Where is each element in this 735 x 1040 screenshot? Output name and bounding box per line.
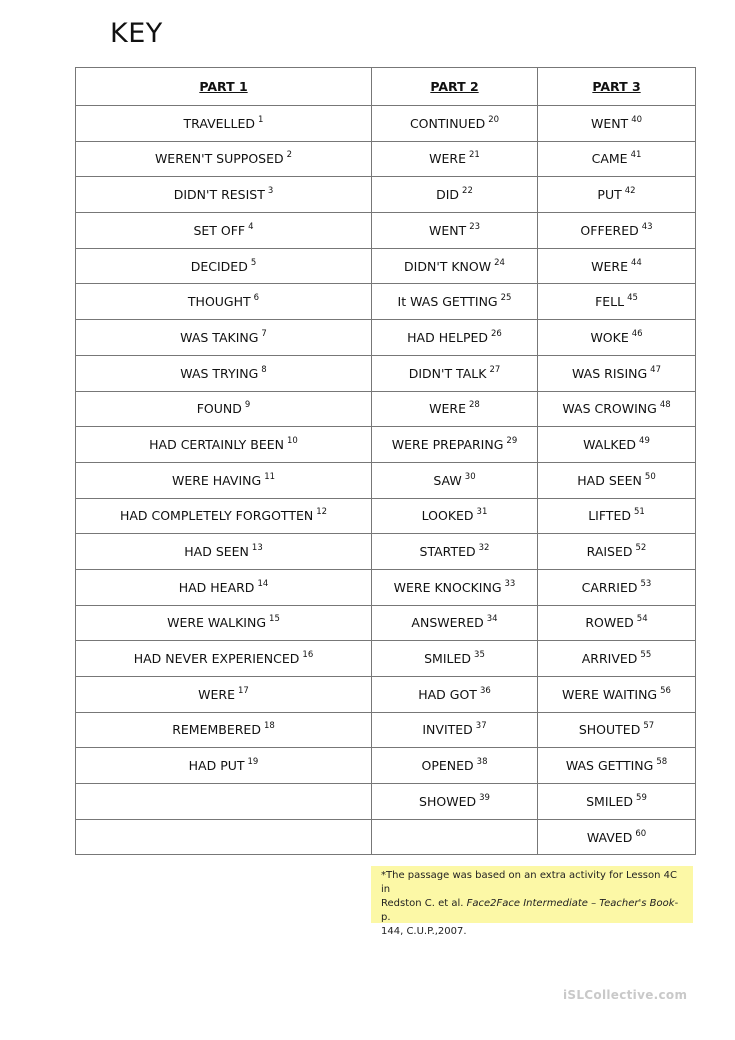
answer-cell-part-1 [76,677,372,713]
answer-word: ARRIVED [581,651,638,667]
answer-word: DIDN'T KNOW [404,258,492,274]
answer-cell-part-3 [538,784,696,820]
answer-word: PUT [597,187,622,203]
answer-word: WERE HAVING [171,472,262,488]
answer-cell-part-1 [76,498,372,534]
header-part-3: PART 3 [538,68,696,106]
note-book-title: Face2Face Intermediate – Teacher's Book [466,898,675,909]
answer-number: 15 [269,614,280,625]
answer-cell-part-3 [538,641,696,677]
answer-cell-part-2 [372,748,538,784]
answer-word: DECIDED [190,258,248,274]
table-row [76,284,696,320]
answer-cell-part-3 [538,819,696,855]
answer-cell-part-1 [76,462,372,498]
answer-cell-part-2 [372,427,538,463]
answer-cell-part-1 [76,712,372,748]
answer-word: THOUGHT [187,294,251,310]
answer-number: 23 [469,221,481,232]
table-row [76,462,696,498]
answer-word: LOOKED [421,508,474,524]
answer-cell-part-1 [76,355,372,391]
answer-cell-part-3 [538,320,696,356]
table-header-row [76,68,696,106]
answer-number: 7 [261,328,267,339]
note-line-1: *The passage was based on an extra activity for Lesson 4C in [381,870,677,895]
answer-number: 19 [247,757,259,768]
answer-cell-part-2 [372,320,538,356]
answer-number: 44 [631,257,642,268]
answer-number: 4 [248,221,254,232]
answer-number: 5 [250,257,257,268]
answer-number: 30 [464,471,476,482]
answer-cell-part-2 [372,355,538,391]
answer-word: WAS TRYING [180,365,259,381]
answer-word: HAD COMPLETELY FORGOTTEN [119,508,314,524]
table-row [76,534,696,570]
answer-number: 54 [636,614,648,625]
table-row [76,712,696,748]
answer-word: RAISED [586,544,633,560]
answer-cell-part-2 [372,569,538,605]
answer-number: 20 [488,114,500,125]
answer-word: TRAVELLED [183,115,256,131]
table-row [76,427,696,463]
answer-cell-part-1 [76,569,372,605]
answer-number: 33 [504,578,516,589]
source-note [371,866,693,937]
answer-word: WERE WALKING [167,615,267,631]
answer-cell-part-1 [76,106,372,142]
answer-word: HAD HEARD [178,579,255,595]
answer-cell-part-1 [76,819,372,855]
answer-number: 26 [491,328,502,339]
answer-number: 34 [486,614,498,625]
table-row [76,177,696,213]
table-row [76,605,696,641]
answer-word: OFFERED [580,222,639,238]
answer-number: 45 [627,293,638,304]
answer-cell-part-2 [372,462,538,498]
answer-number: 11 [264,471,276,482]
answer-cell-part-2 [372,177,538,213]
answer-cell-part-1 [76,320,372,356]
answer-cell-part-3 [538,498,696,534]
answer-word: SHOWED [419,793,477,809]
answer-word: LIFTED [588,508,631,524]
answer-cell-part-2 [372,677,538,713]
answer-word: CAME [591,151,628,167]
answer-cell-part-2 [372,391,538,427]
answer-number: 14 [257,578,269,589]
answer-word: HAD SEEN [577,472,642,488]
answer-cell-part-1 [76,427,372,463]
answer-cell-part-3 [538,677,696,713]
answer-word: WERE [429,151,466,167]
answer-cell-part-3 [538,248,696,284]
answer-cell-part-3 [538,106,696,142]
note-line-3: 144, C.U.P.,2007. [381,926,467,937]
answer-number: 36 [479,685,491,696]
answer-cell-part-3 [538,462,696,498]
answer-cell-part-2 [372,106,538,142]
answer-number: 51 [633,507,645,518]
answer-word: FELL [595,294,625,310]
answer-cell-part-3 [538,534,696,570]
answer-number: 24 [494,257,505,268]
answer-word: DIDN'T RESIST [173,187,265,203]
answer-word: WERE KNOCKING [393,579,502,595]
answer-word: WAS RISING [572,365,648,381]
table-row [76,784,696,820]
table-row [76,106,696,142]
answer-cell-part-2 [372,534,538,570]
answer-cell-part-3 [538,391,696,427]
answer-number: 13 [251,543,263,554]
answer-number: 39 [479,792,490,803]
table-row [76,320,696,356]
answer-cell-part-2 [372,248,538,284]
note-line-2 [381,897,687,925]
answer-word: WOKE [590,330,629,346]
answer-number: 40 [631,114,643,125]
answer-cell-part-1 [76,141,372,177]
answer-word: HAD HELPED [407,330,489,346]
page-title: KEY [110,18,163,49]
table-row [76,141,696,177]
answer-word: SMILED [424,651,472,667]
answer-number: 42 [624,186,636,197]
answer-word: HAD GOT [418,686,477,702]
table-row [76,819,696,855]
answer-cell-part-2 [372,605,538,641]
answer-word: DID [436,187,460,203]
answer-number: 16 [302,650,314,661]
answer-cell-part-2 [372,498,538,534]
table-row [76,641,696,677]
answer-cell-part-1 [76,534,372,570]
answer-cell-part-3 [538,355,696,391]
answer-cell-part-2 [372,141,538,177]
answer-number: 60 [635,828,647,839]
answer-cell-part-1 [76,605,372,641]
answer-word: WAS GETTING [565,758,654,774]
answer-number: 10 [287,435,298,446]
answer-number: 50 [644,471,656,482]
answer-word: WERE [429,401,466,417]
answer-word: SMILED [586,793,634,809]
table-row [76,355,696,391]
answer-cell-part-3 [538,213,696,249]
note-page-prefix: - p. [381,898,679,923]
answer-word: WAS TAKING [180,330,259,346]
answer-number: 56 [660,685,671,696]
answer-cell-part-3 [538,284,696,320]
answer-number: 18 [263,721,275,732]
answer-word: ROWED [585,615,634,631]
answer-number: 32 [478,543,490,554]
header-part-1: PART 1 [76,68,372,106]
answer-cell-part-1 [76,248,372,284]
table-row [76,391,696,427]
answer-cell-part-3 [538,748,696,784]
answer-word: WAS CROWING [562,401,657,417]
table-row [76,213,696,249]
answer-word: SET OFF [193,222,246,238]
answer-word: FOUND [196,401,242,417]
answer-cell-part-1 [76,641,372,677]
table-row [76,248,696,284]
table-row [76,677,696,713]
answer-cell-part-1 [76,748,372,784]
answer-word: SHOUTED [578,722,641,738]
answer-number: 53 [640,578,652,589]
answer-number: 52 [635,543,647,554]
answer-word: WAVED [586,829,633,845]
answer-cell-part-2 [372,712,538,748]
answer-cell-part-3 [538,569,696,605]
answer-word: DIDN'T TALK [408,365,487,381]
answer-cell-part-3 [538,141,696,177]
watermark: iSLCollective.com [563,988,688,1002]
answer-word: OPENED [421,758,474,774]
answer-number: 37 [475,721,487,732]
answer-word: HAD PUT [188,758,245,774]
answer-word: WENT [590,115,629,131]
answer-word: HAD NEVER EXPERIENCED [133,651,300,667]
answer-number: 3 [267,186,274,197]
table-row [76,569,696,605]
note-authors: Redston C. et al. [381,898,467,909]
answer-cell-part-2 [372,641,538,677]
answer-word: WENT [428,222,467,238]
table-row [76,498,696,534]
answer-number: 17 [238,685,249,696]
answer-key-table [75,67,696,855]
answer-word: SAW [433,472,462,488]
answer-cell-part-3 [538,605,696,641]
answer-word: CARRIED [581,579,638,595]
answer-word: WALKED [583,437,637,453]
header-part-2: PART 2 [372,68,538,106]
answer-cell-part-2 [372,784,538,820]
answer-number: 27 [489,364,501,375]
answer-number: 38 [476,757,488,768]
answer-word: HAD CERTAINLY BEEN [149,437,284,453]
answer-cell-part-1 [76,391,372,427]
answer-word: ANSWERED [411,615,484,631]
answer-number: 6 [253,293,260,304]
answer-number: 47 [650,364,661,375]
answer-cell-part-2 [372,213,538,249]
answer-number: 43 [641,221,653,232]
answer-number: 9 [244,400,251,411]
answer-cell-part-1 [76,177,372,213]
answer-word: HAD SEEN [184,544,249,560]
answer-word: It WAS GETTING [397,294,498,310]
answer-cell-part-1 [76,784,372,820]
answer-word: WERE [198,686,235,702]
answer-number: 31 [476,507,488,518]
answer-word: CONTINUED [409,115,486,131]
answer-word: WEREN'T SUPPOSED [154,151,284,167]
answer-number: 59 [636,792,647,803]
answer-number: 57 [643,721,655,732]
answer-number: 48 [659,400,671,411]
answer-cell-part-3 [538,177,696,213]
answer-number: 2 [286,150,293,161]
answer-number: 35 [474,650,485,661]
answer-cell-part-1 [76,213,372,249]
answer-cell-part-3 [538,712,696,748]
answer-number: 22 [462,186,473,197]
answer-number: 28 [469,400,480,411]
answer-word: WERE WAITING [562,686,658,702]
answer-number: 49 [639,435,650,446]
answer-word: INVITED [422,722,473,738]
answer-cell-part-1 [76,284,372,320]
table-row [76,748,696,784]
answer-number: 25 [500,293,512,304]
answer-cell-part-3 [538,427,696,463]
answer-word: STARTED [419,544,476,560]
answer-number: 1 [258,114,264,125]
answer-number: 46 [631,328,643,339]
answer-number: 8 [261,364,267,375]
answer-number: 41 [630,150,642,161]
answer-word: WERE [591,258,628,274]
answer-cell-part-2 [372,284,538,320]
answer-number: 29 [506,435,518,446]
answer-word: REMEMBERED [172,722,261,738]
answer-word: WERE PREPARING [391,437,504,453]
answer-number: 12 [316,507,328,518]
answer-cell-part-2 [372,819,538,855]
answer-number: 58 [656,757,668,768]
answer-number: 21 [469,150,480,161]
answer-number: 55 [640,650,652,661]
